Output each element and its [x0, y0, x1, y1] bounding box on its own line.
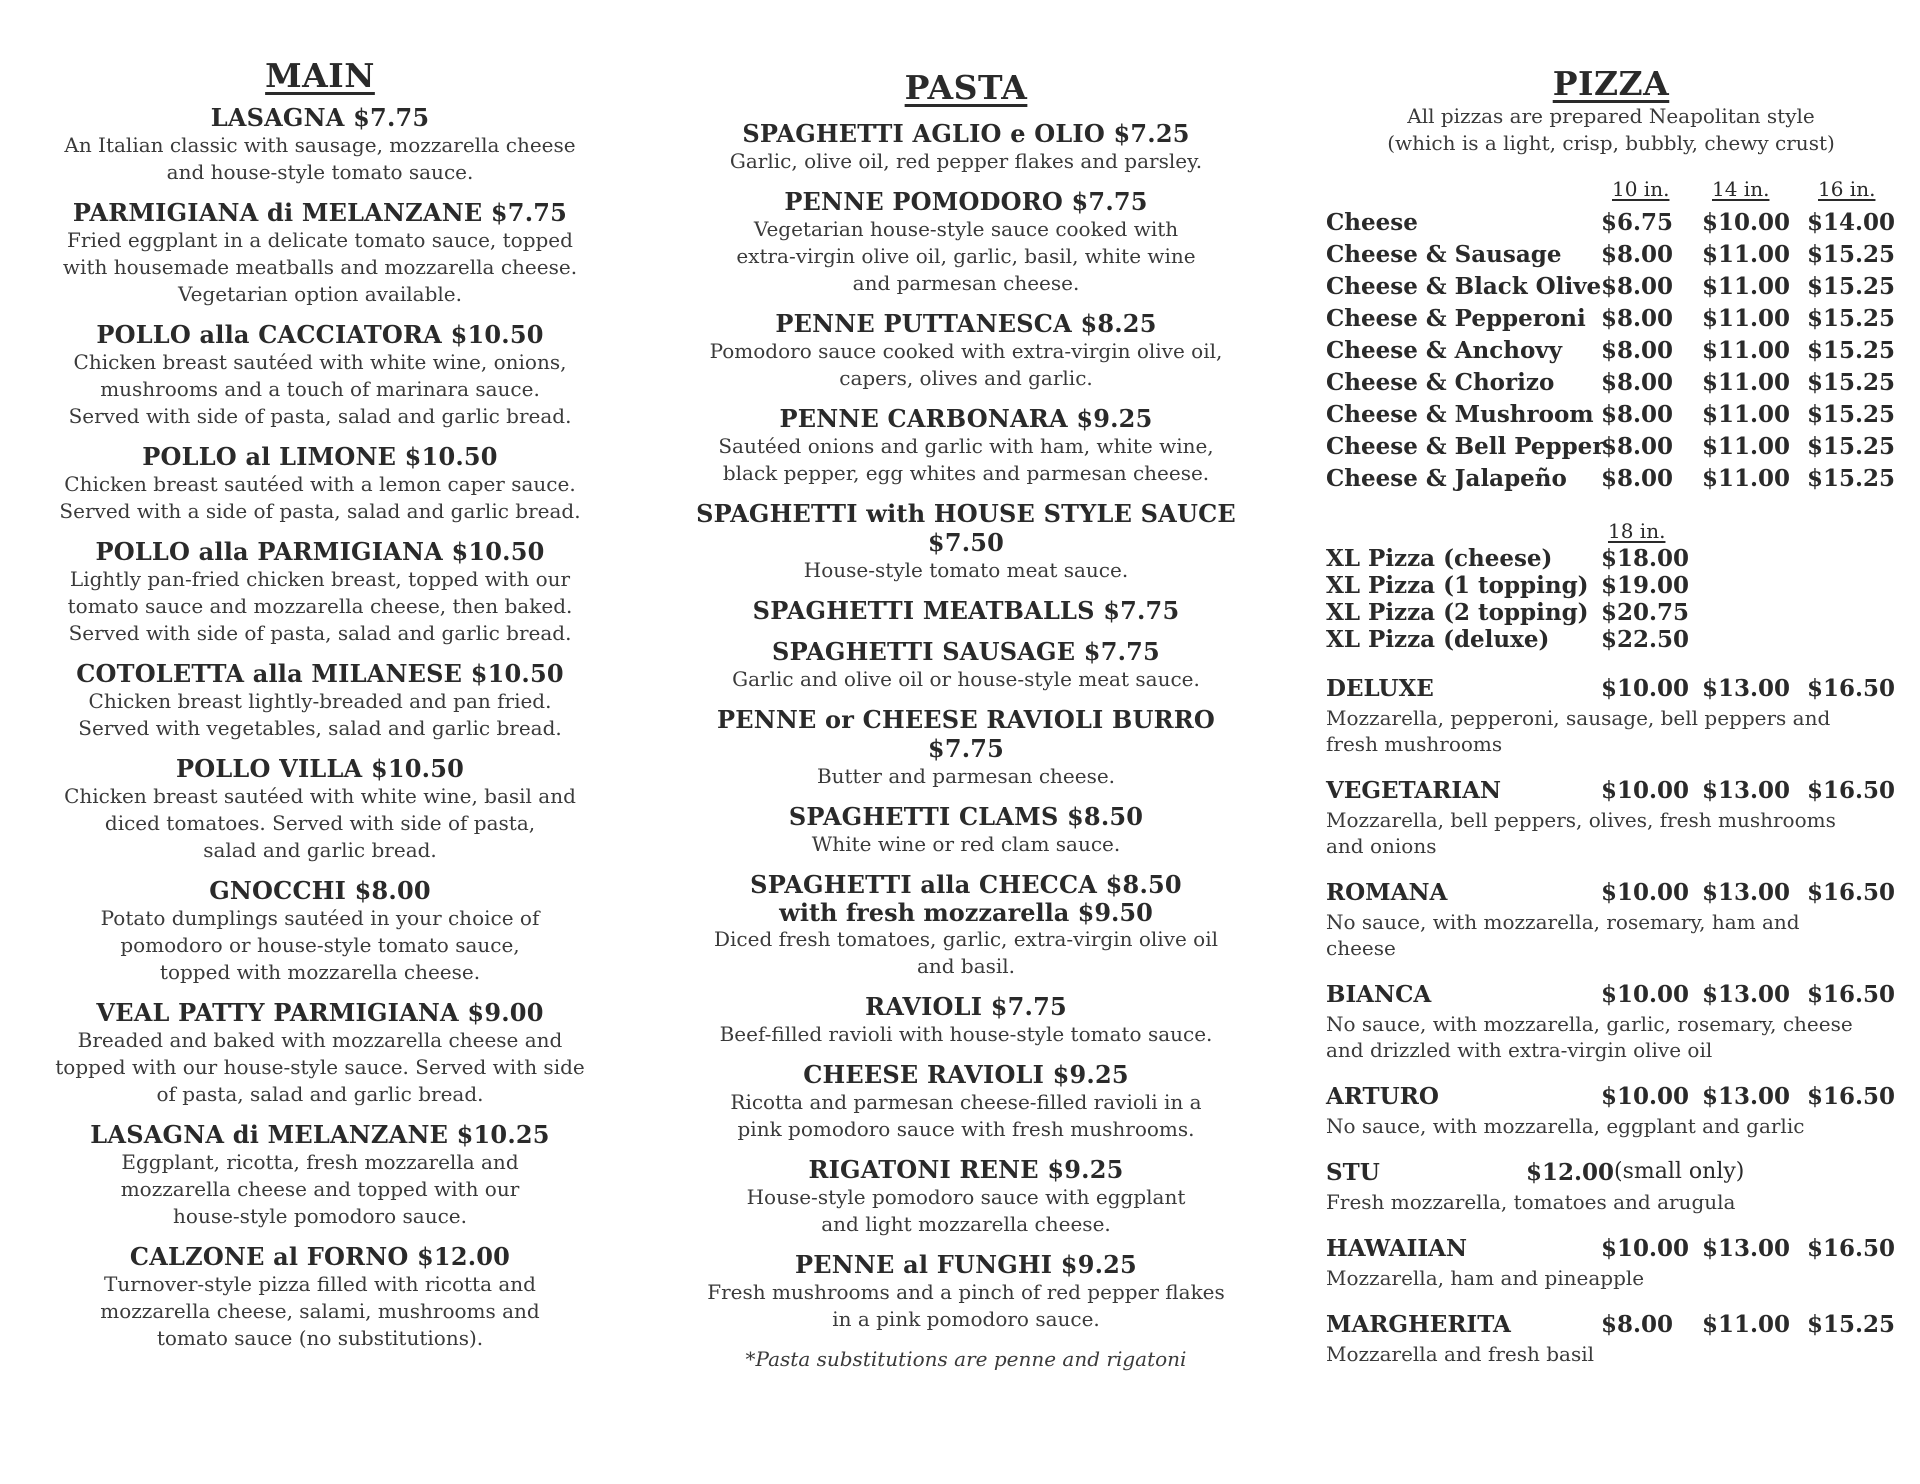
menu-item-description: [686, 338, 1246, 392]
specialty-pizza-description: [1326, 909, 1896, 961]
xl-pizza-name: XL Pizza (2 topping): [1326, 599, 1589, 626]
pasta-section-title: PASTA: [904, 68, 1028, 107]
menu-item-description: [686, 763, 1246, 790]
description-line: Mozzarella, bell peppers, olives, fresh mushrooms: [1326, 808, 1836, 832]
specialty-pizza-header: [1326, 1235, 1896, 1265]
menu-item-title: POLLO alla CACCIATORA $10.50: [96, 320, 544, 349]
specialty-pizza-price: $10.00: [1601, 675, 1690, 702]
specialty-pizza-price: $13.00: [1702, 981, 1791, 1008]
menu-item: [40, 537, 600, 647]
menu-item-title: SPAGHETTI with HOUSE STYLE SAUCE $7.50: [696, 499, 1236, 557]
xl-pizza-row: [1326, 545, 1896, 572]
description-line: diced tomatoes. Served with side of pasta,: [104, 811, 536, 835]
description-line: pink pomodoro sauce with fresh mushrooms.: [737, 1117, 1195, 1141]
description-line: and house-style tomato sauce.: [166, 160, 474, 184]
menu-item-description: [686, 666, 1246, 693]
description-line: extra-virgin olive oil, garlic, basil, white wine: [736, 244, 1196, 268]
specialty-pizza-price: $10.00: [1601, 1083, 1690, 1110]
menu-item-title: PARMIGIANA di MELANZANE $7.75: [72, 198, 568, 227]
description-line: Chicken breast sautéed with white wine, onions,: [73, 350, 567, 374]
menu-item-description: [40, 471, 600, 525]
main-items: [40, 103, 600, 1352]
specialty-pizza-header: [1326, 1159, 1896, 1189]
menu-item-description: [40, 349, 600, 430]
specialty-pizza: [1326, 675, 1896, 757]
description-line: and basil.: [916, 954, 1016, 978]
description-line: Served with side of pasta, salad and garlic bread.: [68, 621, 572, 645]
pizza-name: Cheese & Anchovy: [1326, 337, 1563, 364]
description-line: An Italian classic with sausage, mozzarella cheese: [64, 133, 576, 157]
specialty-pizza-price: $10.00: [1601, 777, 1690, 804]
description-line: cheese: [1326, 936, 1396, 960]
pizza-name: Cheese: [1326, 209, 1418, 236]
description-line: House-style pomodoro sauce with eggplant: [746, 1185, 1186, 1209]
xl-pizza-price: $19.00: [1601, 572, 1690, 599]
pasta-column: [686, 0, 1246, 1371]
menu-item-description: [686, 831, 1246, 858]
specialty-pizza-name: BIANCA: [1326, 981, 1432, 1008]
description-line: House-style tomato meat sauce.: [803, 558, 1129, 582]
description-line: Chicken breast sautéed with white wine, basil and: [64, 784, 576, 808]
menu-item: [686, 1155, 1246, 1238]
description-line: and light mozzarella cheese.: [821, 1212, 1111, 1236]
description-line: Lightly pan-fried chicken breast, topped with our: [69, 567, 571, 591]
pizza-column: [1326, 0, 1896, 1367]
specialty-pizza: [1326, 1083, 1896, 1139]
description-line: Vegetarian option available.: [178, 282, 462, 306]
pizza-price: $11.00: [1702, 273, 1791, 300]
menu-item-description: [40, 905, 600, 986]
specialty-pizza-price: $13.00: [1702, 675, 1791, 702]
menu-item-title: VEAL PATTY PARMIGIANA $9.00: [96, 998, 544, 1027]
specialty-pizza: [1326, 1311, 1896, 1367]
pizza-subtitle-line: (which is a light, crisp, bubbly, chewy crust): [1387, 131, 1835, 155]
pizza-price: $15.25: [1807, 241, 1896, 268]
pizza-price: $11.00: [1702, 401, 1791, 428]
description-line: Potato dumplings sautéed in your choice of: [100, 906, 540, 930]
menu-item-description: [40, 1149, 600, 1230]
pizza-section-title: PIZZA: [1552, 64, 1670, 103]
description-line: Pomodoro sauce cooked with extra-virgin olive oil,: [709, 339, 1223, 363]
pizza-price: $8.00: [1601, 241, 1674, 268]
specialty-pizza-header: [1326, 879, 1896, 909]
xl-pizza-name: XL Pizza (cheese): [1326, 545, 1553, 572]
pizza-row: [1326, 399, 1896, 431]
description-line: Fried eggplant in a delicate tomato sauce, topped: [67, 228, 573, 252]
pizza-price: $8.00: [1601, 433, 1674, 460]
pizza-name: Cheese & Black Olive: [1326, 273, 1602, 300]
menu-item-description: [686, 1184, 1246, 1238]
pizza-row: [1326, 207, 1896, 239]
description-line: and parmesan cheese.: [852, 271, 1080, 295]
specialty-pizza: [1326, 879, 1896, 961]
description-line: house-style pomodoro sauce.: [173, 1204, 467, 1228]
specialty-pizza-description: [1326, 1189, 1896, 1215]
description-line: pomodoro or house-style tomato sauce,: [120, 933, 520, 957]
pizza-price: $15.25: [1807, 337, 1896, 364]
specialty-pizza-note: (small only): [1614, 1159, 1745, 1184]
specialty-pizza-description: [1326, 1011, 1896, 1063]
description-line: mushrooms and a touch of marinara sauce.: [100, 377, 540, 401]
pizza-price: $11.00: [1702, 433, 1791, 460]
menu-item: [40, 754, 600, 864]
pizza-price: $8.00: [1601, 305, 1674, 332]
pizza-price: $8.00: [1601, 337, 1674, 364]
menu-item: [686, 802, 1246, 858]
pizza-price: $15.25: [1807, 465, 1896, 492]
menu-item: [40, 1242, 600, 1352]
description-line: mozzarella cheese, salami, mushrooms and: [100, 1299, 540, 1323]
specialty-pizza-price: $13.00: [1702, 1083, 1791, 1110]
description-line: Mozzarella, pepperoni, sausage, bell peppers and: [1326, 706, 1831, 730]
menu-item-title: LASAGNA $7.75: [210, 103, 430, 132]
specialty-pizza-price: $15.25: [1807, 1311, 1896, 1338]
description-line: Fresh mushrooms and a pinch of red pepper flakes: [707, 1280, 1225, 1304]
pizza-name: Cheese & Bell Pepper: [1326, 433, 1605, 460]
menu-item-description: [40, 1027, 600, 1108]
specialty-pizza-header: [1326, 777, 1896, 807]
menu-item-description: [686, 557, 1246, 584]
description-line: of pasta, salad and garlic bread.: [156, 1082, 484, 1106]
xl-pizza-price: $20.75: [1601, 599, 1690, 626]
specialty-pizza-name: ROMANA: [1326, 879, 1448, 906]
description-line: Served with a side of pasta, salad and garlic bread.: [59, 499, 581, 523]
description-line: capers, olives and garlic.: [839, 366, 1093, 390]
menu-item-title: RAVIOLI $7.75: [865, 992, 1067, 1021]
menu-item-title: PENNE al FUNGHI $9.25: [795, 1250, 1137, 1279]
specialty-pizza-price: $13.00: [1702, 777, 1791, 804]
specialty-pizza-description: [1326, 1265, 1896, 1291]
pizza-price: $15.25: [1807, 305, 1896, 332]
pizza-row: [1326, 367, 1896, 399]
specialty-pizza-price: $16.50: [1807, 981, 1896, 1008]
pizza-price: $15.25: [1807, 273, 1896, 300]
specialty-pizza-description: [1326, 807, 1896, 859]
pasta-items: [686, 119, 1246, 1333]
specialty-pizza-price: $16.50: [1807, 1235, 1896, 1262]
specialty-pizza-description: [1326, 1113, 1896, 1139]
specialty-pizza: [1326, 777, 1896, 859]
description-line: Served with vegetables, salad and garlic bread.: [78, 716, 562, 740]
pizza-subtitle-line: All pizzas are prepared Neapolitan style: [1407, 104, 1815, 128]
description-line: Chicken breast lightly-breaded and pan fried.: [88, 689, 552, 713]
description-line: mozzarella cheese and topped with our: [120, 1177, 520, 1201]
pizza-name: Cheese & Jalapeño: [1326, 465, 1567, 492]
description-line: Mozzarella and fresh basil: [1326, 1342, 1595, 1366]
description-line: No sauce, with mozzarella, garlic, rosemary, cheese: [1326, 1012, 1853, 1036]
main-section-title: MAIN: [265, 56, 375, 95]
menu-item: [686, 596, 1246, 625]
menu-item-subtitle: with fresh mozzarella $9.50: [779, 898, 1153, 927]
menu-item-title: SPAGHETTI AGLIO e OLIO $7.25: [742, 119, 1190, 148]
description-line: Diced fresh tomatoes, garlic, extra-virgin olive oil: [713, 927, 1219, 951]
pizza-row: [1326, 239, 1896, 271]
pizza-size-header: [1326, 177, 1896, 207]
xl-pizza-table: [1326, 519, 1896, 653]
pizza-price: $11.00: [1702, 465, 1791, 492]
size-10-header: 10 in.: [1612, 177, 1670, 201]
description-line: Garlic and olive oil or house-style meat sauce.: [732, 667, 1200, 691]
menu-item-title: CHEESE RAVIOLI $9.25: [803, 1060, 1129, 1089]
menu-item-title: POLLO alla PARMIGIANA $10.50: [95, 537, 545, 566]
specialty-pizza-price: $16.50: [1807, 777, 1896, 804]
menu-item-title: RIGATONI RENE $9.25: [808, 1155, 1124, 1184]
menu-item-description: [40, 783, 600, 864]
menu-item-title: PENNE POMODORO $7.75: [784, 187, 1148, 216]
pizza-price-table: [1326, 177, 1896, 495]
pizza-row: [1326, 335, 1896, 367]
pizza-price: $8.00: [1601, 273, 1674, 300]
description-line: Chicken breast sautéed with a lemon caper sauce.: [64, 472, 576, 496]
menu-item-title: SPAGHETTI CLAMS $8.50: [788, 802, 1144, 831]
menu-item: [686, 1060, 1246, 1143]
pizza-row: [1326, 271, 1896, 303]
menu-item-title: CALZONE al FORNO $12.00: [129, 1242, 511, 1271]
menu-item: [40, 103, 600, 186]
menu-item-title: SPAGHETTI alla CHECCA $8.50: [750, 870, 1182, 899]
description-line: Breaded and baked with mozzarella cheese and: [77, 1028, 563, 1052]
description-line: salad and garlic bread.: [203, 838, 437, 862]
description-line: fresh mushrooms: [1326, 732, 1503, 756]
specialty-pizza-price: $10.00: [1601, 879, 1690, 906]
menu-item-description: [686, 148, 1246, 175]
description-line: White wine or red clam sauce.: [811, 832, 1121, 856]
menu-item: [686, 1250, 1246, 1333]
specialty-pizza-description: [1326, 1341, 1896, 1367]
specialty-pizza-name: ARTURO: [1326, 1083, 1439, 1110]
menu-item: [40, 876, 600, 986]
menu-item: [686, 705, 1246, 790]
pizza-row: [1326, 463, 1896, 495]
menu-item-title: POLLO al LIMONE $10.50: [142, 442, 498, 471]
menu-item: [40, 1120, 600, 1230]
menu-item-title: COTOLETTA alla MILANESE $10.50: [76, 659, 564, 688]
description-line: and onions: [1326, 834, 1437, 858]
description-line: Turnover-style pizza filled with ricotta and: [104, 1272, 536, 1296]
specialty-pizza: [1326, 1235, 1896, 1291]
specialty-pizza-price: $12.00: [1526, 1159, 1615, 1186]
description-line: Garlic, olive oil, red pepper flakes and parsley.: [729, 149, 1203, 173]
menu-item: [686, 119, 1246, 175]
pizza-name: Cheese & Chorizo: [1326, 369, 1555, 396]
description-line: No sauce, with mozzarella, rosemary, ham and: [1326, 910, 1800, 934]
description-line: black pepper, egg whites and parmesan cheese.: [722, 461, 1210, 485]
pasta-footnote: *Pasta substitutions are penne and rigatoni: [745, 1347, 1187, 1371]
specialty-pizza-price: $11.00: [1702, 1311, 1791, 1338]
description-line: Ricotta and parmesan cheese-filled ravioli in a: [730, 1090, 1202, 1114]
specialty-pizza-price: $10.00: [1601, 1235, 1690, 1262]
pizza-price: $15.25: [1807, 433, 1896, 460]
specialty-pizza-header: [1326, 675, 1896, 705]
pizza-price: $15.25: [1807, 369, 1896, 396]
description-line: Fresh mozzarella, tomatoes and arugula: [1326, 1190, 1736, 1214]
specialty-pizza-name: DELUXE: [1326, 675, 1434, 702]
pizza-price: $11.00: [1702, 241, 1791, 268]
menu-item-description: [686, 433, 1246, 487]
pizza-price: $11.00: [1702, 369, 1791, 396]
pizza-price: $11.00: [1702, 337, 1791, 364]
menu-item-title: PENNE or CHEESE RAVIOLI BURRO $7.75: [716, 705, 1216, 763]
description-line: Sautéed onions and garlic with ham, white wine,: [718, 434, 1214, 458]
menu-item-description: [40, 566, 600, 647]
specialty-pizza-price: $13.00: [1702, 879, 1791, 906]
size-18-header: 18 in.: [1608, 519, 1666, 543]
menu-item: [686, 309, 1246, 392]
pizza-price: $15.25: [1807, 401, 1896, 428]
menu-item-description: [686, 1279, 1246, 1333]
menu-item: [40, 442, 600, 525]
specialty-pizza-price: $16.50: [1807, 675, 1896, 702]
specialty-pizza-header: [1326, 981, 1896, 1011]
menu-item-title: GNOCCHI $8.00: [209, 876, 431, 905]
pizza-price: $11.00: [1702, 305, 1791, 332]
description-line: topped with our house-style sauce. Served with side: [55, 1055, 585, 1079]
pizza-price: $8.00: [1601, 369, 1674, 396]
menu-item: [40, 998, 600, 1108]
pizza-price: $6.75: [1601, 209, 1674, 236]
menu-item-title: PENNE CARBONARA $9.25: [779, 404, 1153, 433]
description-line: Butter and parmesan cheese.: [816, 764, 1116, 788]
specialty-pizza-header: [1326, 1083, 1896, 1113]
specialty-pizza-name: MARGHERITA: [1326, 1311, 1511, 1338]
menu-item: [686, 870, 1246, 980]
pizza-subtitle: [1326, 103, 1896, 157]
menu-item-description: [686, 216, 1246, 297]
description-line: Vegetarian house-style sauce cooked with: [753, 217, 1179, 241]
specialty-pizza-header: [1326, 1311, 1896, 1341]
menu-item: [40, 320, 600, 430]
specialty-pizza-price: $10.00: [1601, 981, 1690, 1008]
xl-pizza-name: XL Pizza (deluxe): [1326, 626, 1550, 653]
description-line: and drizzled with extra-virgin olive oil: [1326, 1038, 1713, 1062]
xl-pizza-row: [1326, 626, 1896, 653]
description-line: Eggplant, ricotta, fresh mozzarella and: [121, 1150, 519, 1174]
description-line: Mozzarella, ham and pineapple: [1326, 1266, 1645, 1290]
pizza-name: Cheese & Mushroom: [1326, 401, 1594, 428]
pizza-name: Cheese & Pepperoni: [1326, 305, 1586, 332]
size-14-header: 14 in.: [1712, 177, 1770, 201]
xl-pizza-row: [1326, 599, 1896, 626]
menu-item-title: PENNE PUTTANESCA $8.25: [775, 309, 1157, 338]
menu-item-description: [40, 688, 600, 742]
xl-pizza-price: $22.50: [1601, 626, 1690, 653]
menu-item: [686, 637, 1246, 693]
pizza-price: $14.00: [1807, 209, 1896, 236]
specialty-pizza-name: HAWAIIAN: [1326, 1235, 1468, 1262]
menu-item-description: [686, 1089, 1246, 1143]
description-line: in a pink pomodoro sauce.: [832, 1307, 1100, 1331]
menu-item: [40, 198, 600, 308]
specialty-pizza-name: STU: [1326, 1159, 1380, 1186]
pizza-price: $10.00: [1702, 209, 1791, 236]
menu-item: [686, 992, 1246, 1048]
description-line: No sauce, with mozzarella, eggplant and garlic: [1326, 1114, 1805, 1138]
description-line: Beef-filled ravioli with house-style tomato sauce.: [719, 1022, 1213, 1046]
size-16-header: 16 in.: [1818, 177, 1876, 201]
menu-item-description: [40, 132, 600, 186]
specialty-pizza-price: $8.00: [1601, 1311, 1674, 1338]
menu-item-title: LASAGNA di MELANZANE $10.25: [90, 1120, 550, 1149]
menu-item: [686, 187, 1246, 297]
description-line: Served with side of pasta, salad and garlic bread.: [68, 404, 572, 428]
specialty-pizza: [1326, 1159, 1896, 1215]
pizza-name: Cheese & Sausage: [1326, 241, 1562, 268]
xl-size-header: [1326, 519, 1896, 545]
pizza-row: [1326, 303, 1896, 335]
specialty-pizza-name: VEGETARIAN: [1326, 777, 1501, 804]
menu-item-description: [40, 1271, 600, 1352]
description-line: tomato sauce and mozzarella cheese, then baked.: [67, 594, 573, 618]
description-line: topped with mozzarella cheese.: [159, 960, 481, 984]
main-column: [40, 0, 600, 1352]
menu-item-description: [686, 926, 1246, 980]
pizza-row: [1326, 431, 1896, 463]
xl-pizza-name: XL Pizza (1 topping): [1326, 572, 1589, 599]
specialty-pizza-price: $16.50: [1807, 879, 1896, 906]
description-line: tomato sauce (no substitutions).: [156, 1326, 484, 1350]
menu-item-title: SPAGHETTI SAUSAGE $7.75: [772, 637, 1160, 666]
menu-item-description: [40, 227, 600, 308]
specialty-pizza-price: $16.50: [1807, 1083, 1896, 1110]
menu-item: [686, 404, 1246, 487]
specialty-pizza-price: $13.00: [1702, 1235, 1791, 1262]
specialty-pizzas: [1326, 675, 1896, 1367]
menu-item-title: POLLO VILLA $10.50: [176, 754, 464, 783]
pizza-rows: [1326, 207, 1896, 495]
description-line: with housemade meatballs and mozzarella cheese.: [62, 255, 578, 279]
menu-item: [40, 659, 600, 742]
xl-rows: [1326, 545, 1896, 653]
specialty-pizza-description: [1326, 705, 1896, 757]
xl-pizza-row: [1326, 572, 1896, 599]
menu-item-description: [686, 1021, 1246, 1048]
xl-pizza-price: $18.00: [1601, 545, 1690, 572]
menu-item-title: SPAGHETTI MEATBALLS $7.75: [752, 596, 1180, 625]
pizza-price: $8.00: [1601, 465, 1674, 492]
menu-item: [686, 499, 1246, 584]
specialty-pizza: [1326, 981, 1896, 1063]
pizza-price: $8.00: [1601, 401, 1674, 428]
